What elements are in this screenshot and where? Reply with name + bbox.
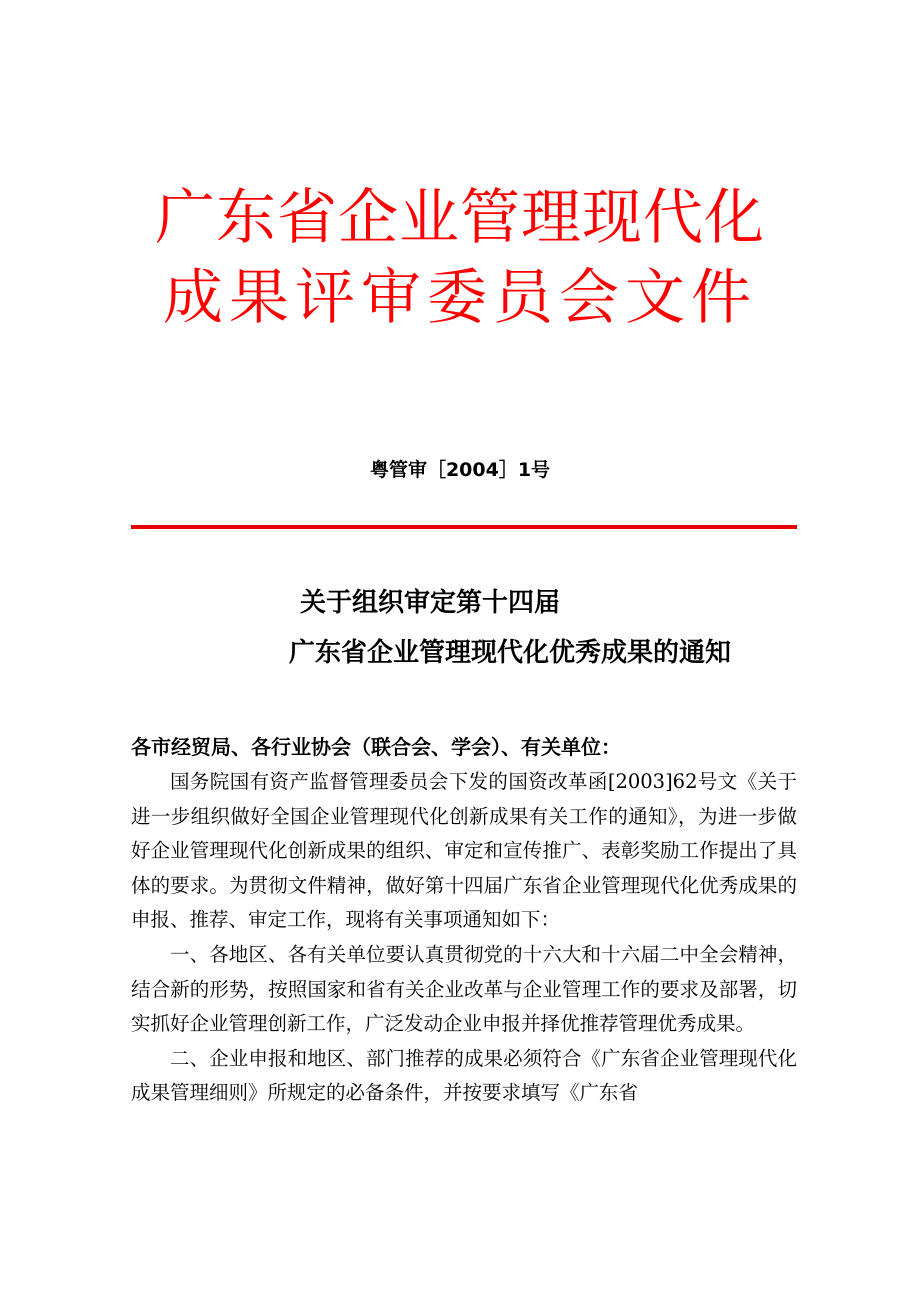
subject-line1: 关于组织审定第十四届 — [299, 588, 560, 618]
red-divider-line — [131, 525, 797, 529]
paragraph-item-2: 二、企业申报和地区、部门推荐的成果必须符合《广东省企业管理现代化成果管理细则》所规定的必备条件，并按要求填写《广东省 — [131, 1046, 797, 1105]
header-title-line1: 广东省企业管理现代化 — [155, 183, 765, 253]
header-title-line2: 成果评审委员会文件 — [163, 263, 757, 333]
paragraph-item-1: 一、各地区、各有关单位要认真贯彻党的十六大和十六届二中全会精神，结合新的形势，按照国家和省有关企业改革与企业管理工作的要求及部署，切实抓好企业管理创新工作，广泛发动企业申报并择优推荐管理优秀成果。 — [131, 942, 797, 1036]
document-number: 粤管审［2004］1号 — [369, 459, 551, 481]
paragraph-intro: 国务院国有资产监督管理委员会下发的国资改革函[2003]62号文《关于进一步组织做好全国企业管理现代化创新成果有关工作的通知》，为进一步做好企业管理现代化创新成果的组织、审定和宣传推广、表彰奖励工作提出了具体的要求。为贯彻文件精神，做好第十四届广东省企业管理现代化优秀成果的申报、推荐、审定工作，现将有关事项通知如下： — [131, 770, 797, 932]
subject-line2: 广东省企业管理现代化优秀成果的通知 — [288, 638, 731, 668]
body-text — [131, 765, 797, 1111]
salutation: 各市经贸局、各行业协会（联合会、学会）、有关单位： — [131, 735, 621, 759]
